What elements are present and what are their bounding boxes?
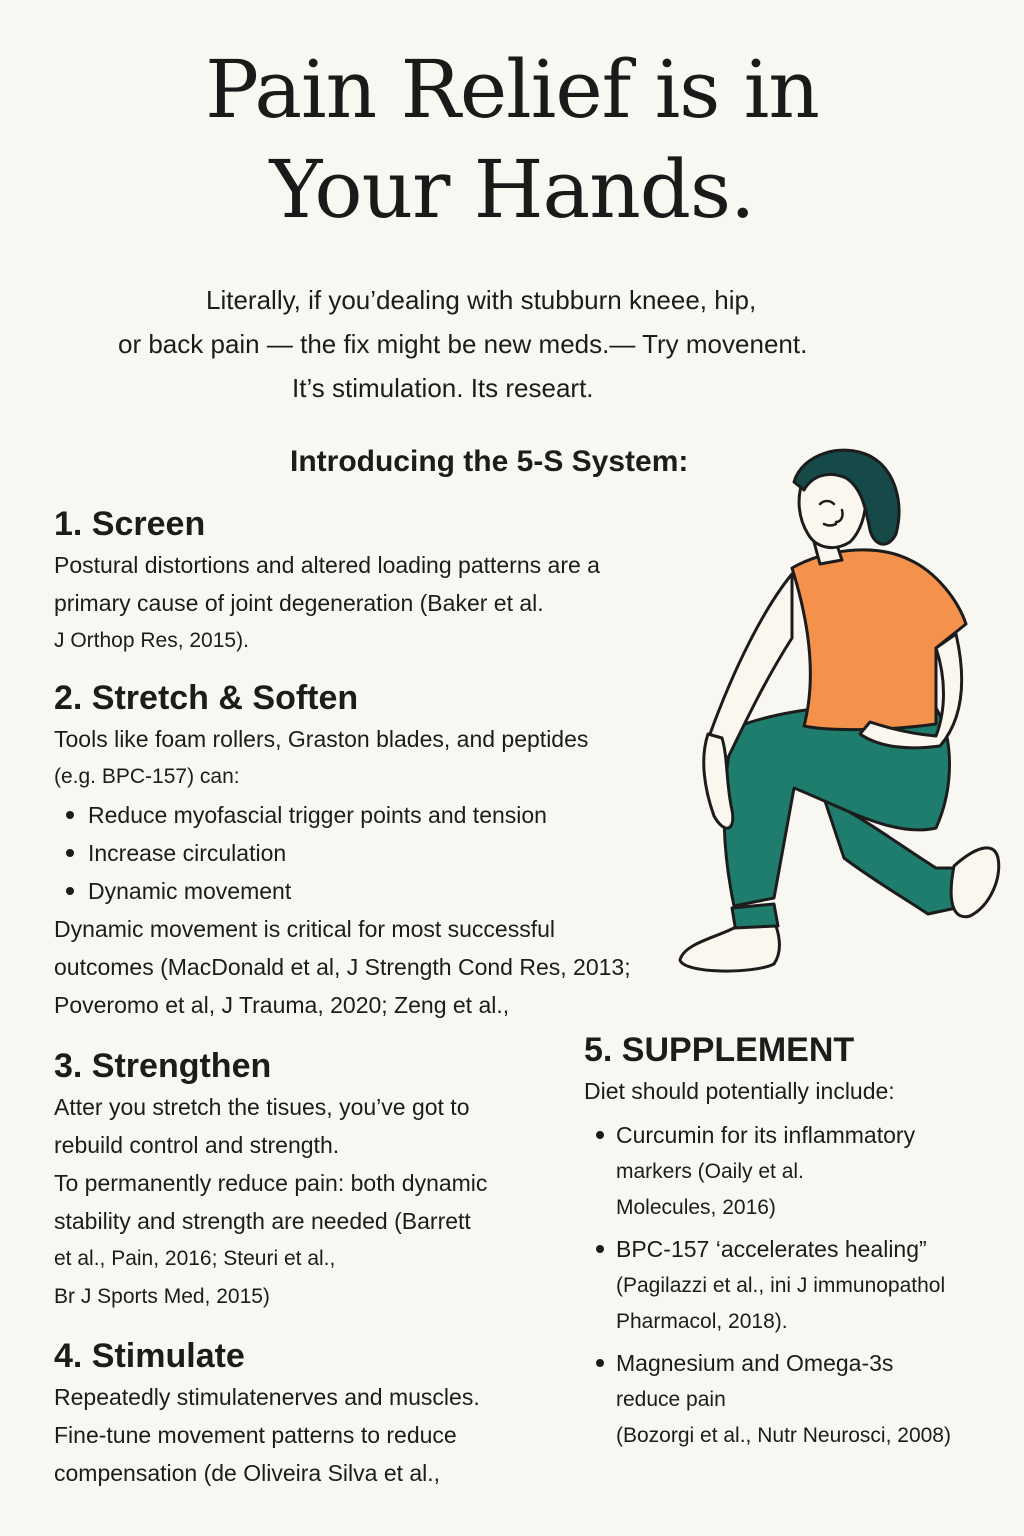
- list-item: [54, 872, 631, 910]
- body-line: Postural distortions and altered loading patterns are a: [54, 552, 600, 578]
- list-item-text: Magnesium and Omega-3s: [616, 1350, 894, 1376]
- body-line: primary cause of joint degeneration (Baker et al.: [54, 590, 544, 616]
- list-item-text: BPC-157 ‘accelerates healing”: [616, 1236, 927, 1262]
- citation-line: Pharmacol, 2018).: [616, 1310, 788, 1333]
- section-stimulate: [54, 1334, 480, 1492]
- bullet-icon: [596, 1245, 604, 1253]
- page-title: [0, 40, 1024, 240]
- citation-line: outcomes (MacDonald et al, J Strength Cond Res, 2013;: [54, 954, 631, 980]
- intro-line-3: It’s stimulation. Its researt.: [292, 373, 594, 403]
- citation-line: Br J Sports Med, 2015): [54, 1285, 270, 1308]
- bullet-icon: [596, 1359, 604, 1367]
- citation-line: (Bozorgi et al., Nutr Neurosci, 2008): [616, 1424, 951, 1447]
- list-item-text: Curcumin for its inflammatory: [616, 1122, 916, 1148]
- list-item-text: reduce pain: [616, 1388, 726, 1411]
- section-heading: 3. Strengthen: [54, 1047, 272, 1085]
- list-item: [584, 1344, 951, 1454]
- citation-line: Molecules, 2016): [616, 1196, 776, 1219]
- body-line: Tools like foam rollers, Graston blades, and peptides: [54, 726, 589, 752]
- section-screen: [54, 502, 600, 660]
- body-line: Atter you stretch the tisues, you’ve got to: [54, 1094, 470, 1120]
- benefit-list: [54, 796, 631, 910]
- body-line: Dynamic movement is critical for most successful: [54, 916, 556, 942]
- section-heading: 2. Stretch & Soften: [54, 679, 359, 717]
- citation-line: (Pagilazzi et al., ini J immunopathol: [616, 1274, 946, 1297]
- section-heading: 1. Screen: [54, 505, 206, 543]
- bullet-icon: [596, 1131, 604, 1139]
- section-stretch-soften: [54, 676, 631, 1024]
- section-heading: 5. SUPPLEMENT: [584, 1031, 855, 1069]
- list-item: [54, 834, 631, 872]
- intro-line-1: Literally, if you’dealing with stubburn kneee, hip,: [206, 285, 757, 315]
- section-strengthen: [54, 1044, 487, 1316]
- citation-line: et al., Pain, 2016; Steuri et al.,: [54, 1247, 336, 1270]
- body-line: Diet should potentially include:: [584, 1078, 895, 1104]
- section-supplement: [584, 1028, 951, 1454]
- bullet-icon: [66, 887, 74, 895]
- kneeling-person-stretch-illustration: [674, 438, 1014, 978]
- intro-line-2: or back pain — the fix might be new meds.— Try movenent.: [118, 329, 808, 359]
- list-item: [584, 1230, 951, 1340]
- system-heading: Introducing the 5-S System:: [290, 445, 689, 478]
- section-heading: 4. Stimulate: [54, 1337, 245, 1375]
- list-item-text: Reduce myofascial trigger points and tension: [88, 802, 547, 828]
- body-line: rebuild control and strength.: [54, 1132, 340, 1158]
- citation-line: Poveromo et al, J Trauma, 2020; Zeng et al.,: [54, 992, 510, 1018]
- list-item-text: Increase circulation: [88, 840, 287, 866]
- list-item-text: markers (Oaily et al.: [616, 1160, 804, 1183]
- list-item-text: Dynamic movement: [88, 878, 292, 904]
- title-line-2: Your Hands.: [269, 143, 755, 236]
- citation-line: compensation (de Oliveira Silva et al.,: [54, 1460, 441, 1486]
- body-line: To permanently reduce pain: both dynamic: [54, 1170, 488, 1196]
- bullet-icon: [66, 849, 74, 857]
- list-item: [54, 796, 631, 834]
- body-line: stability and strength are needed (Barrett: [54, 1208, 471, 1234]
- title-line-1: Pain Relief is in: [205, 43, 819, 136]
- body-line: Fine-tune movement patterns to reduce: [54, 1422, 457, 1448]
- supplement-list: [584, 1116, 951, 1454]
- citation-line: J Orthop Res, 2015).: [54, 629, 249, 652]
- body-line: Repeatedly stimulatenerves and muscles.: [54, 1384, 480, 1410]
- bullet-icon: [66, 811, 74, 819]
- body-line: (e.g. BPC-157) can:: [54, 765, 240, 788]
- list-item: [584, 1116, 951, 1226]
